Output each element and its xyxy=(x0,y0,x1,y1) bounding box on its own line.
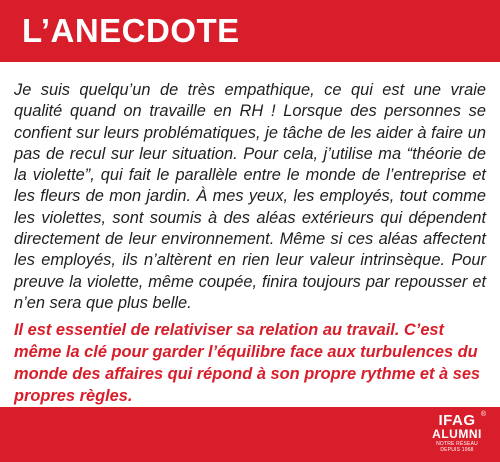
logo-tagline-1: NOTRE RÉSEAU xyxy=(436,441,478,447)
logo-tagline-2: DEPUIS 1968 xyxy=(440,447,474,453)
highlight-quote: Il est essentiel de relativiser sa relation au travail. C’est même la clé pour garder l’équilibre face aux turbulences du monde des affaires qui répond à son propre rythme et à ses propres règles. xyxy=(14,321,481,405)
logo-ifag: IFAG xyxy=(438,412,476,429)
footer-banner xyxy=(0,407,500,462)
section-title: L’ANECDOTE xyxy=(22,12,240,49)
anecdote-paragraph: Je suis quelqu’un de très empathique, ce qui est une vraie qualité quand on travaille en RH ! Lorsque des personnes se confient sur leurs problématiques, je tâche de les aider à faire un pas de recul sur leur situation. Pour cela, j’utilise ma “théorie de la violette”, qui fait le parallèle entre le monde de l’entreprise et les fleurs de mon jardin. À mes yeux, les employés, tout comme les violettes, sont soumis à des aléas extérieurs qui dépendent directement de leur environnement. Même si ces aléas affectent les employés, ils n’altèrent en rien leur valeur intrinsèque. Pour preuve la violette, même coupée, finira toujours par repousser et n’en sera que plus belle. xyxy=(14,81,486,312)
logo-registered-mark: ® xyxy=(480,411,486,418)
ifag-alumni-logo xyxy=(426,413,488,457)
header-banner xyxy=(0,0,500,62)
logo-alumni: ALUMNI xyxy=(432,427,482,441)
